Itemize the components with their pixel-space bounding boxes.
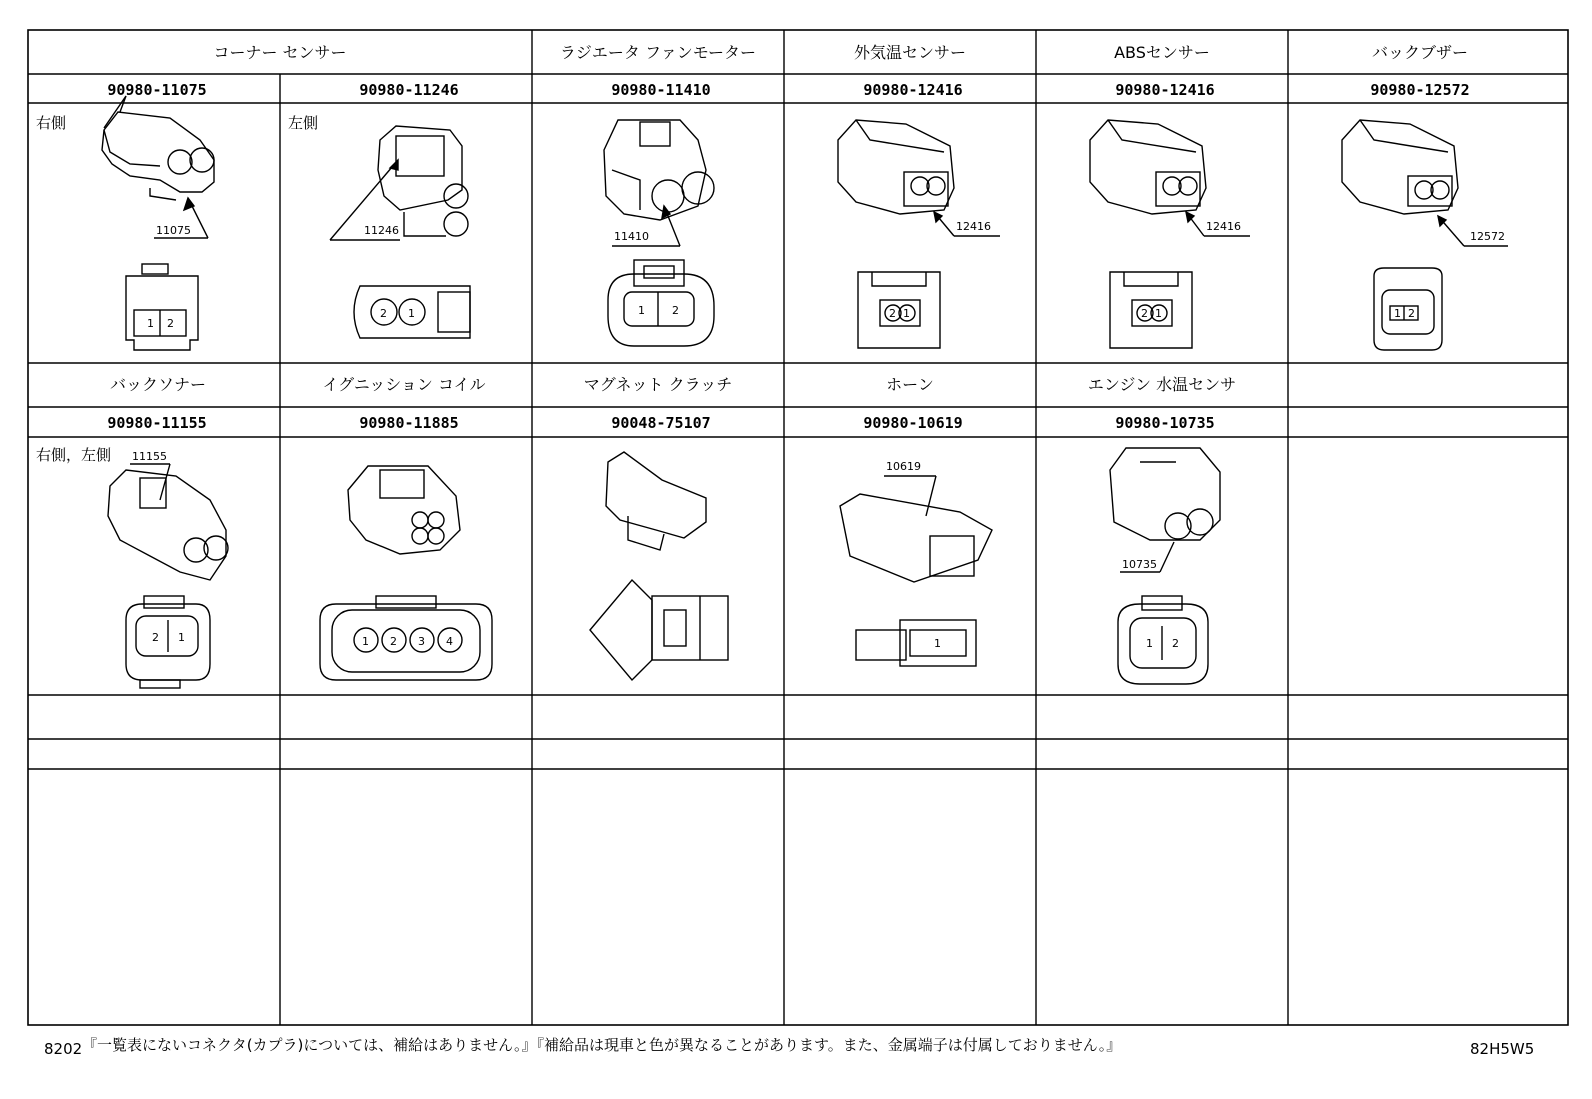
part-number: 90980-11885 xyxy=(359,414,459,432)
callout-12572 xyxy=(1438,216,1508,246)
svg-text:1: 1 xyxy=(1394,307,1401,320)
pin-face-10619 xyxy=(856,620,976,666)
connector-illustration-12572 xyxy=(1342,120,1458,214)
side-label-right: 右側 xyxy=(36,114,67,132)
pin-face-12416-a xyxy=(858,272,940,348)
header-outside-temp-sensor: 外気温センサー xyxy=(853,43,967,62)
header-horn: ホーン xyxy=(886,375,934,394)
svg-text:11155: 11155 xyxy=(132,450,167,463)
svg-text:11410: 11410 xyxy=(614,230,649,243)
connector-illustration-11246 xyxy=(378,126,468,236)
connector-illustration-75107 xyxy=(606,452,706,550)
svg-text:1: 1 xyxy=(147,317,154,330)
svg-text:1: 1 xyxy=(362,635,369,648)
header-abs-sensor: ABSセンサー xyxy=(1114,43,1210,62)
header-magnet-clutch: マグネット クラッチ xyxy=(583,375,733,394)
header-engine-water-temp-sensor: エンジン 水温センサ xyxy=(1087,375,1237,394)
svg-text:1: 1 xyxy=(638,304,645,317)
callout-10735 xyxy=(1120,542,1174,572)
pin-face-75107 xyxy=(590,580,728,680)
pin-face-11246 xyxy=(354,286,470,338)
part-number: 90980-11155 xyxy=(107,414,207,432)
part-number: 90048-75107 xyxy=(611,414,711,432)
svg-text:1: 1 xyxy=(408,307,415,320)
header-back-sonar: バックソナー xyxy=(109,375,207,394)
svg-text:12572: 12572 xyxy=(1470,230,1505,243)
connector-illustration-11885 xyxy=(348,466,460,554)
connector-illustration-11075 xyxy=(102,96,214,200)
footer-note: 『一覧表にないコネクタ(カプラ)については、補給はありません。』『補給品は現車と色が異なることがあります。また、金属端子は付属しておりません。』 xyxy=(82,1036,1122,1054)
part-number: 90980-12416 xyxy=(863,81,963,99)
side-label-left: 左側 xyxy=(288,114,319,132)
svg-text:2: 2 xyxy=(672,304,679,317)
svg-text:2: 2 xyxy=(1141,307,1148,320)
svg-text:2: 2 xyxy=(152,631,159,644)
footer-code: 8202 xyxy=(44,1040,83,1058)
svg-text:2: 2 xyxy=(167,317,174,330)
svg-text:11075: 11075 xyxy=(156,224,191,237)
svg-text:3: 3 xyxy=(418,635,425,648)
header-radiator-fan-motor: ラジエータ ファンモーター xyxy=(559,43,757,62)
svg-text:1: 1 xyxy=(903,307,910,320)
svg-text:1: 1 xyxy=(934,637,941,650)
connector-illustration-12416-abs xyxy=(1090,120,1206,214)
svg-text:2: 2 xyxy=(1172,637,1179,650)
part-number: 90980-11246 xyxy=(359,81,459,99)
connector-illustration-12416 xyxy=(838,120,954,214)
svg-text:10619: 10619 xyxy=(886,460,921,473)
connector-illustration-11410 xyxy=(604,120,714,220)
part-number: 90980-10619 xyxy=(863,414,963,432)
svg-text:2: 2 xyxy=(889,307,896,320)
pin-face-11155 xyxy=(126,596,210,688)
svg-text:1: 1 xyxy=(178,631,185,644)
part-number: 90980-11410 xyxy=(611,81,711,99)
part-number: 90980-12416 xyxy=(1115,81,1215,99)
connector-illustration-10619 xyxy=(840,494,992,582)
header-corner-sensor: コーナー センサー xyxy=(213,43,347,62)
svg-text:12416: 12416 xyxy=(956,220,991,233)
header-ignition-coil: イグニッション コイル xyxy=(322,375,486,394)
table-grid xyxy=(28,30,1568,1025)
svg-text:1: 1 xyxy=(1146,637,1153,650)
svg-text:2: 2 xyxy=(380,307,387,320)
svg-text:4: 4 xyxy=(446,635,453,648)
connector-illustration-10735 xyxy=(1110,448,1220,540)
pin-face-11885 xyxy=(320,596,492,680)
callout-11075 xyxy=(154,198,208,238)
part-number: 90980-10735 xyxy=(1115,414,1215,432)
svg-text:2: 2 xyxy=(1408,307,1415,320)
callout-12416-b xyxy=(1186,212,1250,236)
svg-text:2: 2 xyxy=(390,635,397,648)
pin-face-11410 xyxy=(608,260,714,346)
part-number: 90980-12572 xyxy=(1370,81,1470,99)
pin-face-10735 xyxy=(1118,596,1208,684)
part-number: 90980-11075 xyxy=(107,81,207,99)
svg-text:10735: 10735 xyxy=(1122,558,1157,571)
svg-text:11246: 11246 xyxy=(364,224,399,237)
pin-face-12416-b xyxy=(1110,272,1192,348)
connector-illustration-11155 xyxy=(108,470,228,580)
callout-10619 xyxy=(884,460,936,516)
header-back-buzzer: バックブザー xyxy=(1371,43,1469,62)
footer-ref: 82H5W5 xyxy=(1470,1040,1535,1058)
callout-12416-a xyxy=(934,212,1000,236)
pin-face-11075 xyxy=(126,264,198,350)
side-label-both: 右側，左側 xyxy=(36,446,112,464)
pin-face-12572 xyxy=(1374,268,1442,350)
svg-text:12416: 12416 xyxy=(1206,220,1241,233)
svg-text:1: 1 xyxy=(1155,307,1162,320)
